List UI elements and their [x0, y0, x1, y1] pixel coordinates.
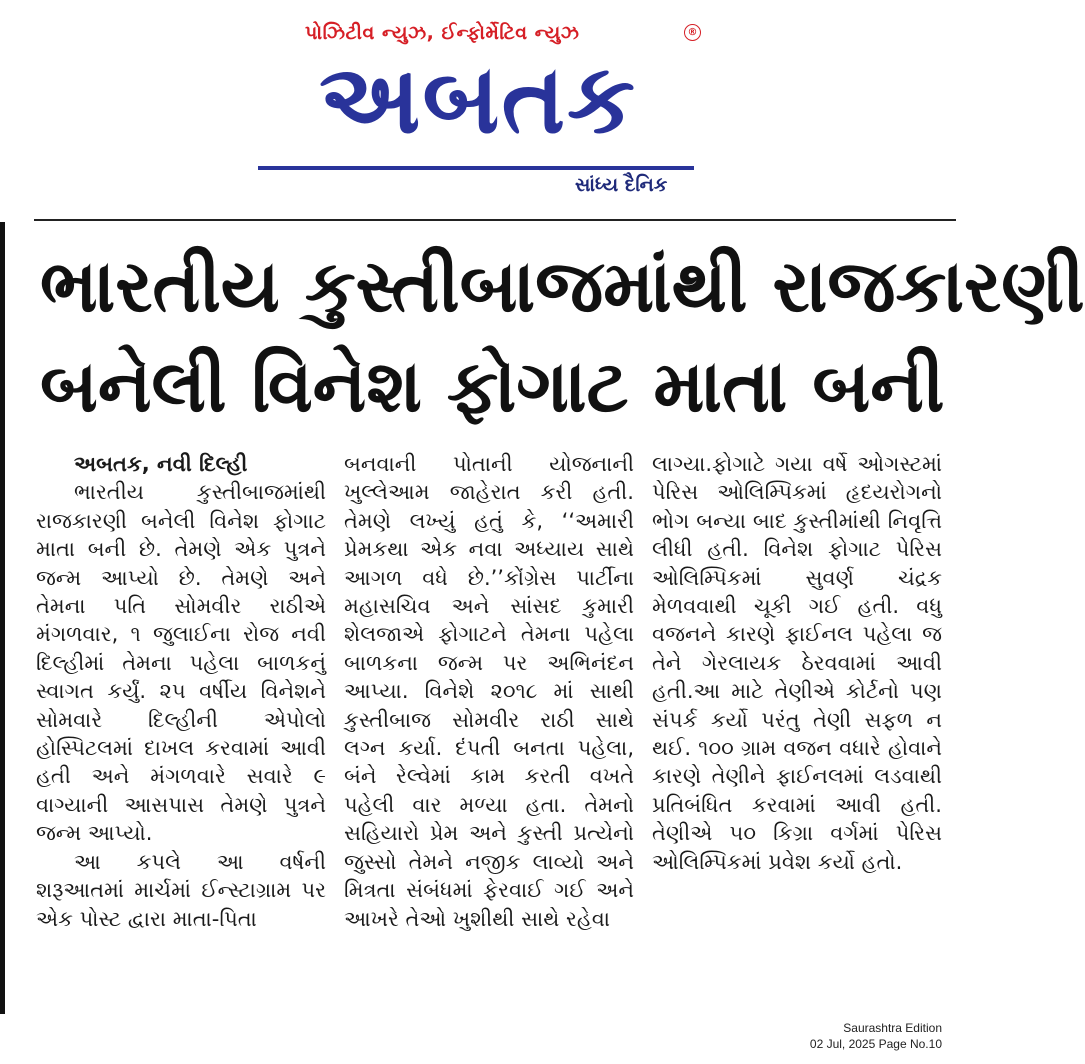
masthead: [0, 0, 956, 215]
paragraph: લાગ્યા.ફોગાટે ગયા વર્ષે ઓગસ્ટમાં પેરિસ ઓલિમ્પિકમાં હૃદયરોગનો ભોગ બન્યા બાદ કુસ્તીમાંથી નિવૃત્તિ લીધી હતી. વિનેશ ફોગાટ પેરિસ ઓલિમ્પિકમાં સુવર્ણ ચંદ્રક મેળવવાથી ચૂકી ગઈ હતી. વધુ વજનને કારણે ફાઈનલ પહેલા જ તેને ગેરલાયક ઠેરવવામાં આવી હતી.આ માટે તેણીએ કોર્ટનો પણ સંપર્ક કર્યો પરંતુ તેણી સફળ ન થઈ. ૧૦૦ ગ્રામ વજન વધારે હોવાને કારણે તેણીને ફાઈનલમાં લડવાથી પ્રતિબંધિત કરવામાં આવી હતી. તેણીએ ૫૦ કિગ્રા વર્ગમાં પેરિસ ઓલિમ્પિકમાં પ્રવેશ કર્યો હતો.: [652, 452, 942, 874]
registered-mark: ®: [684, 24, 701, 41]
logo-underline: [258, 166, 694, 170]
headline-line-2: બનેલી વિનેશ ફોગાટ માતા બની: [40, 344, 945, 428]
edition-label: Saurashtra Edition: [843, 1021, 942, 1035]
masthead-tagline: પોઝિટીવ ન્યુઝ, ઈન્ફોર્મેટિવ ન્યુઝ: [305, 22, 580, 44]
article-column-1: [36, 450, 326, 1010]
dateline: અબતક, નવી દિલ્હી: [74, 452, 248, 476]
article-body: [36, 450, 942, 1010]
page-footer: [810, 1020, 942, 1052]
article-column-3: [652, 450, 942, 1010]
header-divider: [34, 219, 956, 221]
date-page-label: 02 Jul, 2025 Page No.10: [809, 1037, 942, 1051]
article-headline: [40, 236, 1085, 436]
paragraph: બનવાની પોતાની યોજનાની ખુલ્લેઆમ જાહેરાત કરી હતી. તેમણે લખ્યું હતું કે, ‘‘અમારી પ્રેમકથા એક નવા અધ્યાય સાથે આગળ વધે છે.’’કોંગ્રેસ પાર્ટીના મહાસચિવ અને સાંસદ કુમારી શેલજાએ ફોગાટને તેમના પહેલા બાળકના જન્મ પર અભિનંદન આપ્યા. વિનેશે ૨૦૧૮ માં સાથી કુસ્તીબાજ સોમવીર રાઠી સાથે લગ્ન કર્યા. દંપતી બનતા પહેલા, બંને રેલ્વેમાં કામ કરતી વખતે પહેલી વાર મળ્યા હતા. તેમનો સહિયારો પ્રેમ અને કુસ્તી પ્રત્યેનો જુસ્સો તેમને નજીક લાવ્યો અને મિત્રતા સંબંધમાં ફેરવાઈ ગઈ અને આખરે તેઓ ખુશીથી સાથે રહેવા: [344, 452, 634, 931]
paragraph: ભારતીય કુસ્તીબાજમાંથી રાજકારણી બનેલી વિનેશ ફોગાટ માતા બની છે. તેમણે એક પુત્રને જન્મ આપ્યો છે. તેમણે અને તેમના પતિ સોમવીર રાઠીએ મંગળવાર, ૧ જુલાઈના રોજ નવી દિલ્હીમાં તેમના પહેલા બાળકનું સ્વાગત કર્યું. ૨૫ વર્ષીય વિનેશને સોમવારે દિલ્હીની એપોલો હોસ્પિટલમાં દાખલ કરવામાં આવી હતી અને મંગળવારે સવારે ૯ વાગ્યાની આસપાસ તેમણે પુત્રને જન્મ આપ્યો.: [36, 480, 326, 846]
masthead-subtag: સાંધ્ય દૈનિક: [575, 174, 668, 196]
newspaper-logo: અબતક: [319, 43, 637, 155]
left-border-rule: [0, 222, 5, 1014]
article-column-2: [344, 450, 634, 1010]
headline-line-1: ભારતીય કુસ્તીબાજમાંથી રાજકારણી: [40, 244, 1085, 328]
paragraph: આ કપલે આ વર્ષની શરૂઆતમાં માર્ચમાં ઈન્સ્ટાગ્રામ પર એક પોસ્ટ દ્વારા માતા-પિતા: [36, 849, 326, 931]
